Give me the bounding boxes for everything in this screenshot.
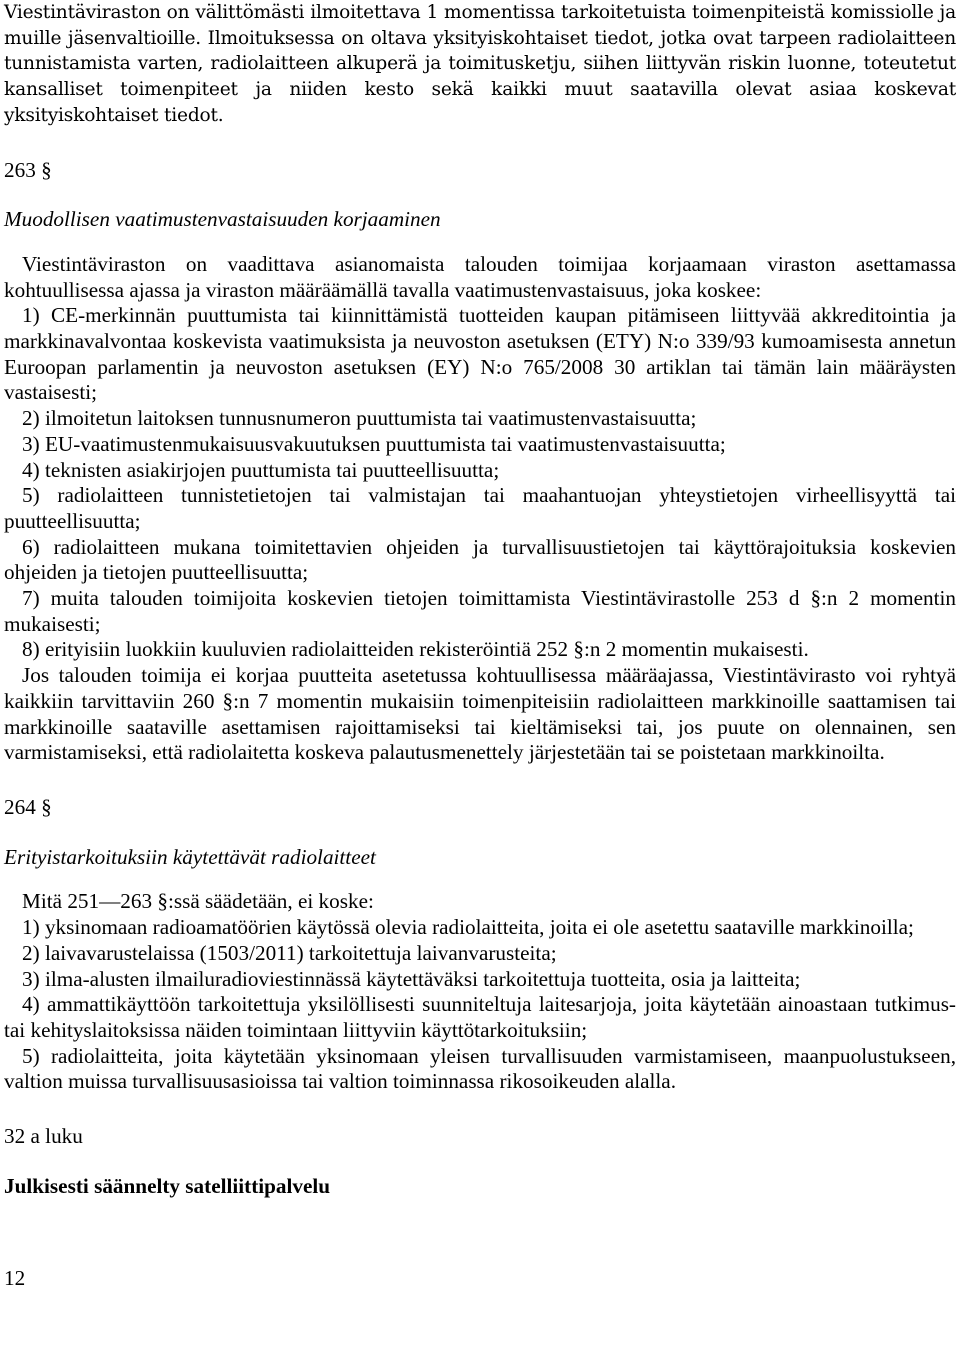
section-263-item-7: 7) muita talouden toimijoita koskevien tietojen toimittamista Viestintävirastolle 253 d §:n 2 momentin mukaisesti;	[4, 586, 956, 636]
section-263-item-2: 2) ilmoitetun laitoksen tunnusnumeron puuttumista tai vaatimustenvastaisuutta;	[22, 406, 697, 431]
section-264-number: 264 §	[4, 794, 52, 819]
section-264-item-1: 1) yksinomaan radioamatöörien käytössä olevia radiolaitteita, joita ei ole asetettu saataville markkinoilla;	[22, 915, 914, 940]
section-263-closing: Jos talouden toimija ei korjaa puutteita asetetussa kohtuullisessa määräajassa, Viestintävirasto voi ryhtyä kaikkiin tarvittaviin 260 §:n 7 momentin mukaisiin toimenpiteisiin radiolaitteen markkinoille saattamisen tai markkinoille saataville asettamisen rajoittamiseksi tai kieltämiseksi tai, jos puute on olennainen, sen varmistamiseksi, että radiolaitetta koskeva palautusmenettely järjestetään tai se poistetaan markkinoilta.	[4, 663, 956, 765]
section-264	[4, 795, 956, 1095]
section-263-item-6: 6) radiolaitteen mukana toimitettavien ohjeiden ja turvallisuustietojen tai käyttörajoituksia koskevien ohjeiden ja tietojen puutteellisuutta;	[4, 534, 956, 585]
section-264-item-2: 2) laivavarustelaissa (1503/2011) tarkoitettuja laivanvarusteita;	[22, 940, 557, 965]
section-263-item-3: 3) EU-vaatimustenmukaisuusvakuutuksen puuttumista tai vaatimustenvastaisuutta;	[22, 431, 726, 456]
section-264-item-5: 5) radiolaitteita, joita käytetään yksinomaan yleisen turvallisuuden varmistamiseen, maanpuolustukseen, valtion muissa turvallisuusasioissa tai valtion toiminnassa rikosoikeuden alalla.	[4, 1043, 956, 1094]
section-264-item-4: 4) ammattikäyttöön tarkoitettuja yksilöllisesti suunniteltuja laitesarjoja, joita käytetään ainoastaan tutkimus- tai kehityslaitoksissa näiden toimintaan liittyviin käyttötarkoituksiin;	[4, 992, 956, 1042]
section-263-item-1: 1) CE-merkinnän puuttumista tai kiinnittämistä tuotteiden kaupan pitämiseen liittyvää akkreditointia ja markkinavalvontaa koskevista vaatimuksista ja neuvoston asetuksen (ETY) N:o 339/93 kumoamisesta annetun Euroopan parlamentin ja neuvoston asetuksen (EY) N:o 765/2008 30 artiklan tai tämän lain määräysten vastaisesti;	[4, 303, 956, 405]
section-263-lead: Viestintäviraston on vaadittava asianomaista talouden toimijaa korjaamaan viraston asettamassa kohtuullisessa ajassa ja viraston määräämällä tavalla vaatimustenvastaisuus, joka koskee:	[4, 251, 956, 302]
chapter-heading	[4, 1124, 956, 1199]
page-number: 12	[4, 1266, 26, 1291]
section-263	[4, 158, 956, 766]
section-264-item-3: 3) ilma-alusten ilmailuradioviestinnässä käytettäväksi tarkoitettuja tuotteita, osia ja laitteita;	[22, 966, 801, 991]
section-263-title: Muodollisen vaatimustenvastaisuuden korjaaminen	[4, 207, 441, 232]
intro-paragraph: Viestintäviraston on välittömästi ilmoitettava 1 momentissa tarkoitetuista toimenpiteistä komissiolle ja muille jäsenvaltioille. Ilmoituksessa on oltava yksityiskohtaiset tiedot, jotka ovat tarpeen radiolaitteen tunnistamista varten, radiolaitteen alkuperä ja toimitusketju, siihen liittyvän riskin luonne, toteutetut kansalliset toimenpiteet ja niiden kesto sekä kaikki muut saatavilla olevat asiaa koskevat yksityiskohtaiset tiedot.	[4, 2, 956, 126]
section-263-item-4: 4) teknisten asiakirjojen puuttumista tai puutteellisuutta;	[22, 457, 500, 482]
section-264-title: Erityistarkoituksiin käytettävät radiolaitteet	[4, 844, 376, 869]
section-263-number: 263 §	[4, 157, 52, 182]
section-263-item-8: 8) erityisiin luokkiin kuuluvien radiolaitteiden rekisteröintiä 252 §:n 2 momentin mukaisesti.	[22, 637, 809, 662]
section-264-lead: Mitä 251—263 §:ssä säädetään, ei koske:	[22, 889, 374, 914]
chapter-title: Julkisesti säännelty satelliittipalvelu	[4, 1173, 331, 1198]
section-263-item-5: 5) radiolaitteen tunnistetietojen tai valmistajan tai maahantuojan yhteystietojen virheellisyyttä tai puutteellisuutta;	[4, 483, 956, 533]
chapter-number: 32 a luku	[4, 1124, 83, 1149]
